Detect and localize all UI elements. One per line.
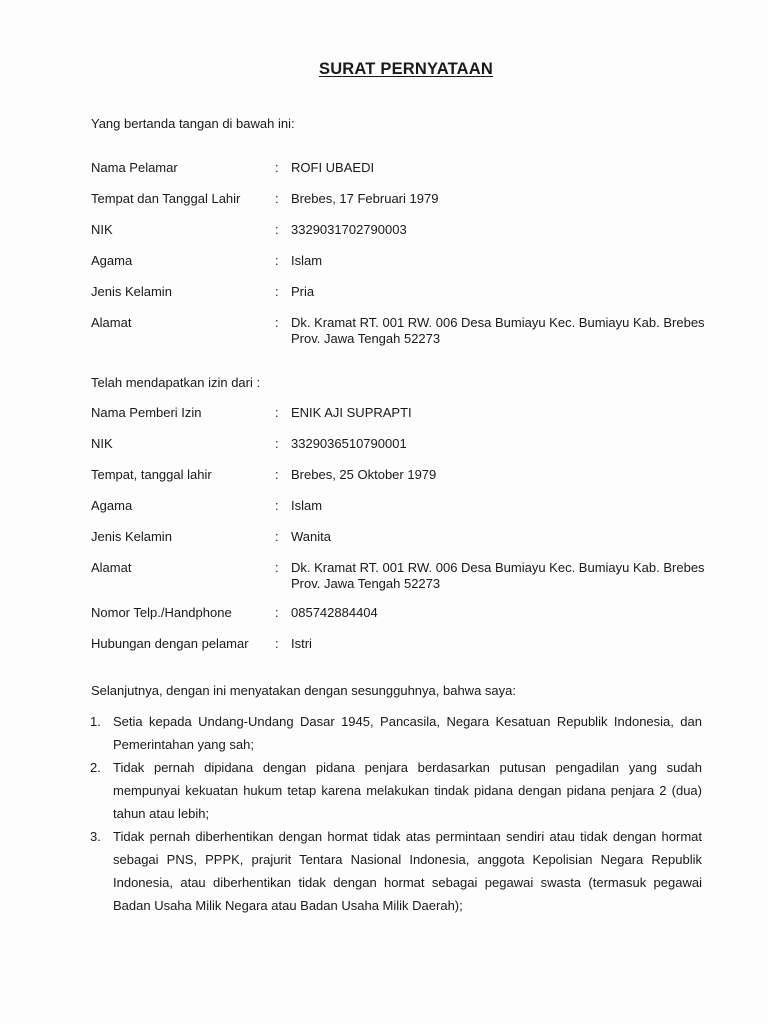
field-value: 085742884404 [291,605,378,620]
field-label: Tempat dan Tanggal Lahir [91,191,241,206]
field-label: Jenis Kelamin [91,284,172,299]
list-item-number: 2. [90,760,101,775]
field-label: Tempat, tanggal lahir [91,467,212,482]
applicant-fields [91,160,711,360]
field-row [91,467,711,498]
field-value: Islam [291,498,323,513]
field-colon: : [275,436,279,451]
field-colon: : [275,315,279,330]
field-colon: : [275,405,279,420]
field-value: 3329036510790001 [291,436,407,451]
field-value: Wanita [291,529,331,544]
field-row [91,436,711,467]
list-item-text: Tidak pernah diberhentikan dengan hormat tidak atas permintaan sendiri atau tidak dengan hormat sebagai PNS, PPPK, prajurit Tentara Nasional Indonesia, anggota Kepolisian Negara Republik Indonesia, atau diberhentikan tidak dengan hormat sebagai pegawai swasta (termasuk pegawai Badan Usaha Milik Negara atau Badan Usaha Milik Daerah); [113,829,702,913]
field-label: Nama Pemberi Izin [91,405,202,420]
field-value: Dk. Kramat RT. 001 RW. 006 Desa Bumiayu Kec. Bumiayu Kab. Brebes Prov. Jawa Tengah 52273 [291,315,705,346]
field-colon: : [275,467,279,482]
field-colon: : [275,498,279,513]
field-row [91,315,711,360]
field-colon: : [275,284,279,299]
field-row [91,498,711,529]
field-label: Agama [91,498,133,513]
field-colon: : [275,529,279,544]
field-row [91,636,711,667]
field-label: NIK [91,222,113,237]
list-item-number: 1. [90,714,101,729]
field-label: Jenis Kelamin [91,529,172,544]
field-colon: : [275,253,279,268]
field-row [91,284,711,315]
field-value: ROFI UBAEDI [291,160,375,175]
field-label: Hubungan dengan pelamar [91,636,249,651]
list-item [90,710,702,756]
permit-giver-fields [91,405,711,667]
field-label: Nama Pelamar [91,160,178,175]
document-title: SURAT PERNYATAAN [318,60,494,78]
field-row [91,222,711,253]
field-value: Islam [291,253,323,268]
field-row [91,560,711,605]
field-row [91,529,711,560]
list-item-text: Setia kepada Undang-Undang Dasar 1945, Pancasila, Negara Kesatuan Republik Indonesia, dan Pemerintahan yang sah; [113,714,702,752]
field-label: Agama [91,253,133,268]
statement-list [90,710,702,917]
field-row [91,405,711,436]
list-item [90,825,702,917]
field-value: Istri [291,636,312,651]
field-colon: : [275,605,279,620]
field-label: Nomor Telp./Handphone [91,605,232,620]
statement-intro: Selanjutnya, dengan ini menyatakan dengan sesungguhnya, bahwa saya: [91,683,516,698]
field-row [91,160,711,191]
field-colon: : [275,560,279,575]
list-item-number: 3. [90,829,101,844]
field-row [91,253,711,284]
permit-heading: Telah mendapatkan izin dari : [91,375,261,390]
intro-text: Yang bertanda tangan di bawah ini: [91,116,295,131]
field-label: Alamat [91,315,132,330]
field-value: ENIK AJI SUPRAPTI [291,405,412,420]
field-value: Dk. Kramat RT. 001 RW. 006 Desa Bumiayu Kec. Bumiayu Kab. Brebes Prov. Jawa Tengah 52273 [291,560,705,591]
list-item-text: Tidak pernah dipidana dengan pidana penjara berdasarkan putusan pengadilan yang sudah mempunyai kekuatan hukum tetap karena melakukan tindak pidana dengan pidana penjara 2 (dua) tahun atau lebih; [113,760,702,821]
field-label: NIK [91,436,113,451]
field-colon: : [275,160,279,175]
field-row [91,605,711,636]
field-colon: : [275,222,279,237]
list-item [90,756,702,825]
field-value: Pria [291,284,315,299]
field-value: Brebes, 17 Februari 1979 [291,191,439,206]
field-colon: : [275,636,279,651]
field-colon: : [275,191,279,206]
field-value: Brebes, 25 Oktober 1979 [291,467,437,482]
field-value: 3329031702790003 [291,222,407,237]
field-label: Alamat [91,560,132,575]
field-row [91,191,711,222]
